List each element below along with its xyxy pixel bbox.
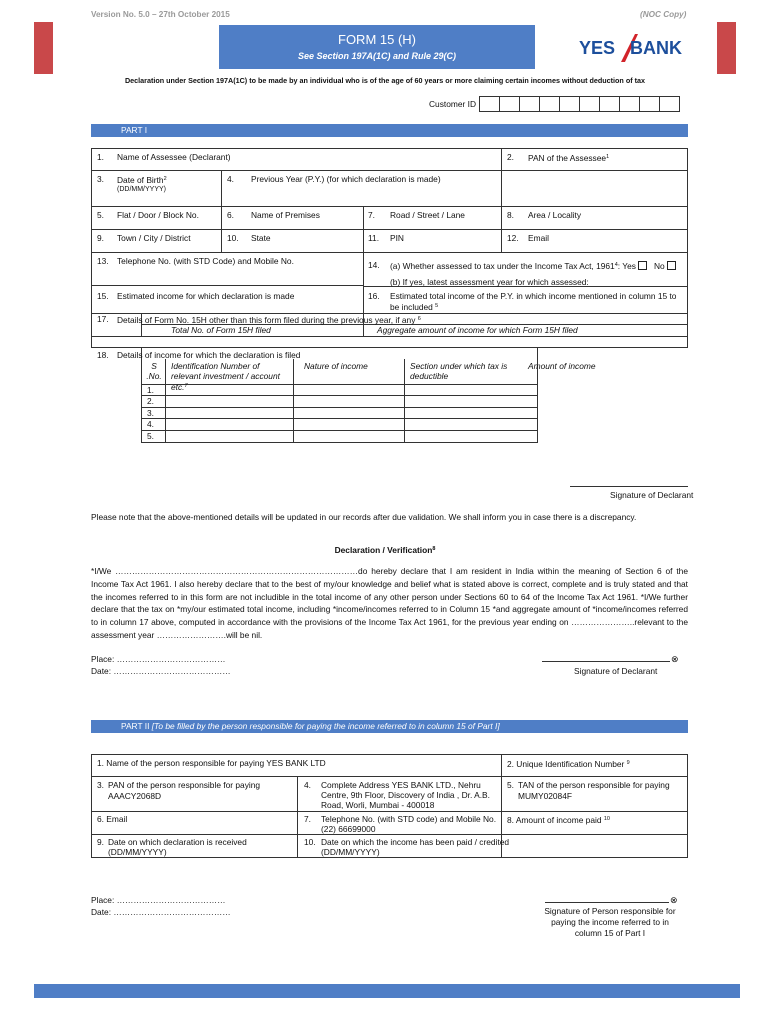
customer-id-box[interactable]	[639, 96, 660, 112]
logo-bank-text: BANK	[630, 38, 682, 58]
f18-row-2: 2.	[147, 396, 154, 406]
part2-place: Place: …………………………………	[91, 895, 226, 905]
field17-total-forms-header: Total No. of Form 15H filed	[171, 325, 271, 335]
declarant-signature-line[interactable]	[570, 486, 688, 487]
field14b-assessment-year-label: (b) If yes, latest assessment year for which assessed:	[390, 277, 589, 287]
f18-row-5: 5.	[147, 431, 154, 441]
field13-phone-label: Telephone No. (with STD Code) and Mobile No.	[117, 256, 294, 266]
field17-other-forms-label: Details of Form No. 15H other than this form filed during the previous year, if any $^6$	[117, 315, 421, 325]
field3-dob-label: Date of Birth$^2$	[117, 175, 167, 185]
logo-yes-text: YES	[579, 38, 616, 58]
field7-road-label: Road / Street / Lane	[390, 210, 465, 220]
f18-row-3: 3.	[147, 408, 154, 418]
field14-assessed-label: (a) Whether assessed to tax under the Income Tax Act, 1961$^4$: Yes No	[390, 260, 676, 271]
verification-body: *I/We ……………………………………………………………………………do hereby declare that I am resident in India within the meaning of Section 6 of the Income Tax Act 1961. I also hereby declare that to the best of my/our knowledge and belief what is stated above is correct, complete and is truly stated and that the incomes referred to in this form are not includible in the total income of any other person under Sections 60 to 64 of the Income Tax Act 1961. *I/We further declare that the tax on *my/our estimated total income, including *income/incomes referred to in Column 15 *and aggregate amount of *income/incomes referred to in column 17 above, computed in accordance with the provisions of the Income Tax Act 1961, for the previous year ending on …………………..relevant to the assessment year …………………….will be nil.	[91, 566, 688, 640]
form-subtitle: See Section 197A(1C) and Rule 29(C)	[297, 51, 457, 61]
declarant-signature-label: Signature of Declarant	[610, 490, 694, 500]
p2-field3-pan-label: PAN of the person responsible for paying	[108, 780, 261, 790]
field13-num: 13.	[97, 256, 109, 266]
field11-pin-label: PIN	[390, 233, 404, 243]
previous-year-input[interactable]	[222, 186, 687, 206]
left-red-tab	[34, 22, 53, 74]
p2-field10-date-paid-label: Date on which the income has been paid / credited	[321, 837, 510, 847]
p2-field4-address: Complete Address YES BANK LTD., Nehru Centre, 9th Floor, Discovery of India , Dr. A.B. Road, Worli, Mumbai - 400018	[321, 780, 490, 810]
verification-signature-label: Signature of Declarant	[574, 666, 658, 676]
field9-town-label: Town / City / District	[117, 233, 191, 243]
p2-field2-uin-label: 2. Unique Identification Number $^9$	[507, 759, 630, 769]
field16-total-income-label: Estimated total income of the P.Y. in which income mentioned in column 15 to be included $^5$	[390, 291, 677, 312]
part2-heading-bar	[91, 720, 688, 733]
p2-field7-phone-label: Telephone No. (with STD code) and Mobile No.	[321, 814, 497, 824]
p2-field9-date-format: (DD/MM/YYYY)	[108, 847, 167, 857]
pan-input[interactable]	[502, 161, 687, 170]
part1-heading: PART I	[121, 125, 148, 135]
field17-aggregate-header: Aggregate amount of income for which Form 15H filed	[377, 325, 578, 335]
form-title: FORM 15 (H)	[338, 32, 416, 47]
version-label: Version No. 5.0 – 27th October 2015	[91, 10, 230, 19]
customer-id-box[interactable]	[659, 96, 680, 112]
field2-num: 2.	[507, 152, 514, 162]
field10-state-label: State	[251, 233, 271, 243]
field15-estimated-income-label: Estimated income for which declaration is made	[117, 291, 295, 301]
no-checkbox[interactable]	[667, 261, 676, 270]
f18-row-1: 1.	[147, 385, 154, 395]
part2-date: Date: ……………………………………	[91, 907, 231, 917]
field6-num: 6.	[227, 210, 234, 220]
copy-label: (NOC Copy)	[640, 10, 687, 19]
field17-num: 17.	[97, 314, 109, 324]
customer-id-input[interactable]	[479, 96, 680, 112]
p2-field5-num: 5.	[507, 780, 514, 790]
field12-num: 12.	[507, 233, 519, 243]
field3-num: 3.	[97, 174, 104, 184]
form-title-box	[219, 25, 535, 69]
verification-date: Date: ……………………………………	[91, 666, 231, 676]
f18-row-4: 4.	[147, 419, 154, 429]
signature-mark-icon: ⊗	[671, 654, 679, 664]
f18-header-section: Section under which tax is deductible	[410, 361, 508, 381]
p2-field1-payer-name: 1. Name of the person responsible for paying YES BANK LTD	[97, 758, 326, 768]
customer-id-box[interactable]	[599, 96, 620, 112]
part1-table	[91, 148, 688, 443]
p2-field9-num: 9.	[97, 837, 104, 847]
field9-num: 9.	[97, 233, 104, 243]
field10-num: 10.	[227, 233, 239, 243]
p2-field7-num: 7.	[304, 814, 311, 824]
customer-id-box[interactable]	[559, 96, 580, 112]
p2-field10-date-format: (DD/MM/YYYY)	[321, 847, 380, 857]
customer-id-box[interactable]	[479, 96, 500, 112]
p2-field4-num: 4.	[304, 780, 311, 790]
field1-name-label: Name of Assessee (Declarant)	[117, 152, 231, 162]
part2-signature-label: Signature of Person responsible for paying the income referred to in column 15 of Part I	[544, 906, 676, 938]
declaration-note: Declaration under Section 197A(1C) to be made by an individual who is of the age of 60 years or more claiming certain incomes without deduction of tax	[124, 76, 645, 85]
field16-num: 16.	[368, 291, 380, 301]
customer-id-label: Customer ID	[429, 99, 477, 109]
verification-signature-line[interactable]	[542, 661, 670, 662]
field5-flat-label: Flat / Door / Block No.	[117, 210, 199, 220]
right-red-tab	[717, 22, 736, 74]
field6-premises-label: Name of Premises	[251, 210, 320, 220]
footer-bar	[34, 984, 740, 998]
customer-id-box[interactable]	[519, 96, 540, 112]
yes-checkbox[interactable]	[638, 261, 647, 270]
field2-pan-label: PAN of the Assessee$^1$	[528, 153, 610, 163]
field12-email-label: Email	[528, 233, 549, 243]
part2-signature-line[interactable]	[545, 902, 669, 903]
field4-num: 4.	[227, 174, 234, 184]
field8-num: 8.	[507, 210, 514, 220]
yes-bank-logo	[577, 32, 681, 64]
part2-signature-mark-icon: ⊗	[670, 895, 678, 905]
p2-field3-num: 3.	[97, 780, 104, 790]
customer-id-box[interactable]	[619, 96, 640, 112]
dob-input[interactable]	[92, 195, 221, 206]
field15-num: 15.	[97, 291, 109, 301]
field14-num: 14.	[368, 260, 380, 270]
part2-heading: PART II [To be filled by the person responsible for paying the income referred to in column 15 of Part I]	[121, 721, 500, 731]
p2-field5-tan-value: MUMY02084F	[518, 791, 572, 801]
f18-header-nature: Nature of income	[304, 361, 368, 371]
name-of-assessee-input[interactable]	[92, 149, 500, 170]
p2-field10-num: 10.	[304, 837, 316, 847]
p2-field9-date-received-label: Date on which declaration is received	[108, 837, 247, 847]
field1-num: 1.	[97, 152, 104, 162]
field11-num: 11.	[368, 233, 380, 243]
update-note: Please note that the above-mentioned details will be updated in our records after due validation. We shall inform you in case there is a discrepancy.	[91, 512, 637, 522]
p2-field6-email-label: 6. Email	[97, 814, 128, 824]
p2-field7-phone-value: (22) 66699000	[321, 824, 376, 834]
f18-header-sno: S .No.	[146, 361, 162, 381]
p2-field8-amount-label: 8. Amount of income paid $^{10}$	[507, 815, 610, 825]
p2-field5-tan-label: TAN of the person responsible for paying	[518, 780, 670, 790]
field18-income-details-label: Details of income for which the declaration is filed	[117, 350, 301, 360]
field3-dob-format: (DD/MM/YYYY)	[117, 186, 166, 193]
p2-field3-pan-value: AAACY2068D	[108, 791, 162, 801]
field8-area-label: Area / Locality	[528, 210, 582, 220]
f18-header-amount: Amount of income	[528, 361, 596, 371]
field5-num: 5.	[97, 210, 104, 220]
verification-heading: Declaration / Verification$^8$	[334, 545, 436, 555]
field4-prev-year-label: Previous Year (P.Y.) (for which declaration is made)	[251, 174, 441, 184]
part2-table	[91, 754, 688, 858]
part1-heading-bar	[91, 124, 688, 137]
field18-num: 18.	[97, 350, 109, 360]
verification-place: Place: …………………………………	[91, 654, 226, 664]
customer-id-box[interactable]	[539, 96, 560, 112]
field7-num: 7.	[368, 210, 375, 220]
customer-id-box[interactable]	[499, 96, 520, 112]
customer-id-box[interactable]	[579, 96, 600, 112]
f18-header-id: Identification Number of relevant investment / account etc.$^7$	[171, 361, 280, 392]
